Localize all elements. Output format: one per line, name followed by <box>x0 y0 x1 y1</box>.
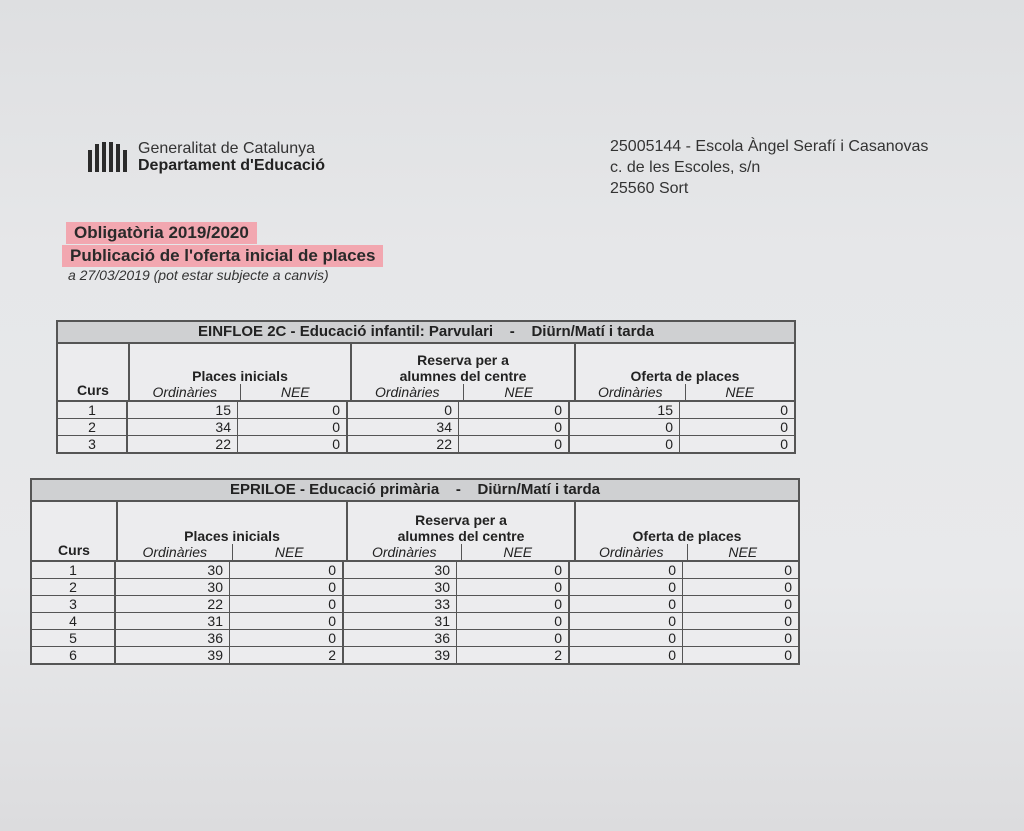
cell-pi-ord: 39 <box>116 647 230 663</box>
cell-r-ord: 0 <box>348 402 459 418</box>
cell-r-nee: 0 <box>459 436 570 452</box>
school-street: c. de les Escoles, s/n <box>610 159 761 176</box>
cell-o-nee: 0 <box>784 562 792 578</box>
group-title: Places inicials <box>192 368 288 384</box>
sub-nee: NEE <box>725 384 755 400</box>
school-name: 25005144 - Escola Àngel Serafí i Casanovas <box>610 138 929 155</box>
cell-o-ord: 0 <box>570 436 680 452</box>
table-row <box>58 419 794 436</box>
cell-o-nee: 0 <box>784 630 792 646</box>
group-oferta <box>576 344 794 400</box>
sub-nee: NEE <box>280 384 310 400</box>
cell-pi-ord: 31 <box>116 613 230 629</box>
school-address <box>610 136 928 199</box>
school-city: 25560 Sort <box>610 180 689 197</box>
cell-pi-ord: 22 <box>116 596 230 612</box>
sub-ordinaries: Ordinàries <box>348 544 462 560</box>
table-header <box>58 344 794 402</box>
sub-nee: NEE <box>504 384 534 400</box>
cell-o-nee: 0 <box>780 402 788 418</box>
cell-o-nee: 0 <box>784 579 792 595</box>
table-row <box>32 562 798 579</box>
cell-r-ord: 33 <box>344 596 457 612</box>
sub-ordinaries: Ordinàries <box>576 544 688 560</box>
table-row <box>58 402 794 419</box>
cell-curs: 4 <box>32 613 116 629</box>
cell-pi-nee: 0 <box>230 579 344 595</box>
sub-ordinaries: Ordinàries <box>352 384 464 400</box>
cell-r-nee: 0 <box>457 579 570 595</box>
cell-curs: 3 <box>32 596 116 612</box>
generalitat-logo <box>88 140 325 174</box>
department-name: Departament d'Educació <box>138 157 325 174</box>
group-title: Places inicials <box>184 528 280 544</box>
cell-r-nee: 0 <box>459 419 570 435</box>
cell-o-ord: 0 <box>570 647 683 663</box>
table-body <box>58 402 794 452</box>
cell-r-ord: 22 <box>348 436 459 452</box>
cell-r-nee: 2 <box>457 647 570 663</box>
group-title-line2: alumnes del centre <box>397 528 525 544</box>
table-title: EINFLOE 2C - Educació infantil: Parvulari - Diürn/Matí i tarda <box>58 322 794 344</box>
cell-o-nee: 0 <box>784 596 792 612</box>
cell-pi-ord: 22 <box>128 436 238 452</box>
cell-pi-nee: 0 <box>230 630 344 646</box>
cell-o-ord: 0 <box>570 596 683 612</box>
cell-pi-ord: 30 <box>116 562 230 578</box>
group-places-inicials <box>130 344 352 400</box>
title-course-year: Obligatòria 2019/2020 <box>66 222 257 244</box>
cell-o-ord: 15 <box>570 402 680 418</box>
group-title-line1: Reserva per a <box>415 512 507 528</box>
group-oferta <box>576 502 798 560</box>
cell-r-ord: 30 <box>344 579 457 595</box>
col-curs-header: Curs <box>58 344 130 400</box>
table-body <box>32 562 798 663</box>
cell-o-ord: 0 <box>570 579 683 595</box>
group-title: Oferta de places <box>630 368 740 384</box>
cell-pi-nee: 0 <box>230 596 344 612</box>
table-row <box>32 613 798 630</box>
table-row <box>58 436 794 452</box>
cell-r-ord: 39 <box>344 647 457 663</box>
sub-ordinaries: Ordinàries <box>130 384 241 400</box>
subtitle-date: a 27/03/2019 (pot estar subjecte a canvis) <box>68 267 329 283</box>
cell-o-nee: 0 <box>780 419 788 435</box>
cell-curs: 3 <box>58 436 128 452</box>
table-title: EPRILOE - Educació primària - Diürn/Matí i tarda <box>32 480 798 502</box>
cell-curs: 1 <box>58 402 128 418</box>
cell-r-nee: 0 <box>457 596 570 612</box>
cell-r-ord: 30 <box>344 562 457 578</box>
cell-o-ord: 0 <box>570 562 683 578</box>
cell-r-ord: 31 <box>344 613 457 629</box>
cell-pi-nee: 0 <box>238 419 348 435</box>
cell-o-nee: 0 <box>780 436 788 452</box>
sub-ordinaries: Ordinàries <box>118 544 233 560</box>
table-parvulari <box>56 320 796 454</box>
cell-pi-nee: 2 <box>230 647 344 663</box>
cell-curs: 1 <box>32 562 116 578</box>
cell-pi-ord: 36 <box>116 630 230 646</box>
document-titles <box>62 222 383 283</box>
cell-r-nee: 0 <box>457 562 570 578</box>
group-title: Oferta de places <box>632 528 742 544</box>
cell-pi-ord: 34 <box>128 419 238 435</box>
cell-curs: 2 <box>32 579 116 595</box>
cell-pi-ord: 15 <box>128 402 238 418</box>
sub-ordinaries: Ordinàries <box>576 384 686 400</box>
cell-o-ord: 0 <box>570 419 680 435</box>
cell-o-nee: 0 <box>784 647 792 663</box>
table-row <box>32 630 798 647</box>
cell-pi-ord: 30 <box>116 579 230 595</box>
sub-nee: NEE <box>728 544 758 560</box>
cell-pi-nee: 0 <box>238 436 348 452</box>
group-reserva <box>348 502 576 560</box>
cell-pi-nee: 0 <box>230 562 344 578</box>
cell-o-ord: 0 <box>570 630 683 646</box>
group-title-line1: Reserva per a <box>417 352 509 368</box>
table-row <box>32 647 798 663</box>
cell-pi-nee: 0 <box>230 613 344 629</box>
group-title-line2: alumnes del centre <box>399 368 527 384</box>
table-row <box>32 579 798 596</box>
table-header <box>32 502 798 562</box>
cell-curs: 6 <box>32 647 116 663</box>
group-places-inicials <box>118 502 348 560</box>
cell-o-ord: 0 <box>570 613 683 629</box>
sub-nee: NEE <box>274 544 304 560</box>
group-reserva <box>352 344 576 400</box>
generalitat-emblem-icon <box>88 140 130 172</box>
org-name: Generalitat de Catalunya <box>138 140 315 157</box>
cell-curs: 2 <box>58 419 128 435</box>
cell-r-ord: 36 <box>344 630 457 646</box>
table-primaria <box>30 478 800 665</box>
sub-nee: NEE <box>503 544 533 560</box>
title-publication: Publicació de l'oferta inicial de places <box>62 245 383 267</box>
cell-curs: 5 <box>32 630 116 646</box>
col-curs-header: Curs <box>32 502 118 560</box>
table-row <box>32 596 798 613</box>
cell-r-nee: 0 <box>459 402 570 418</box>
cell-o-nee: 0 <box>784 613 792 629</box>
cell-r-nee: 0 <box>457 630 570 646</box>
cell-pi-nee: 0 <box>238 402 348 418</box>
cell-r-ord: 34 <box>348 419 459 435</box>
cell-r-nee: 0 <box>457 613 570 629</box>
